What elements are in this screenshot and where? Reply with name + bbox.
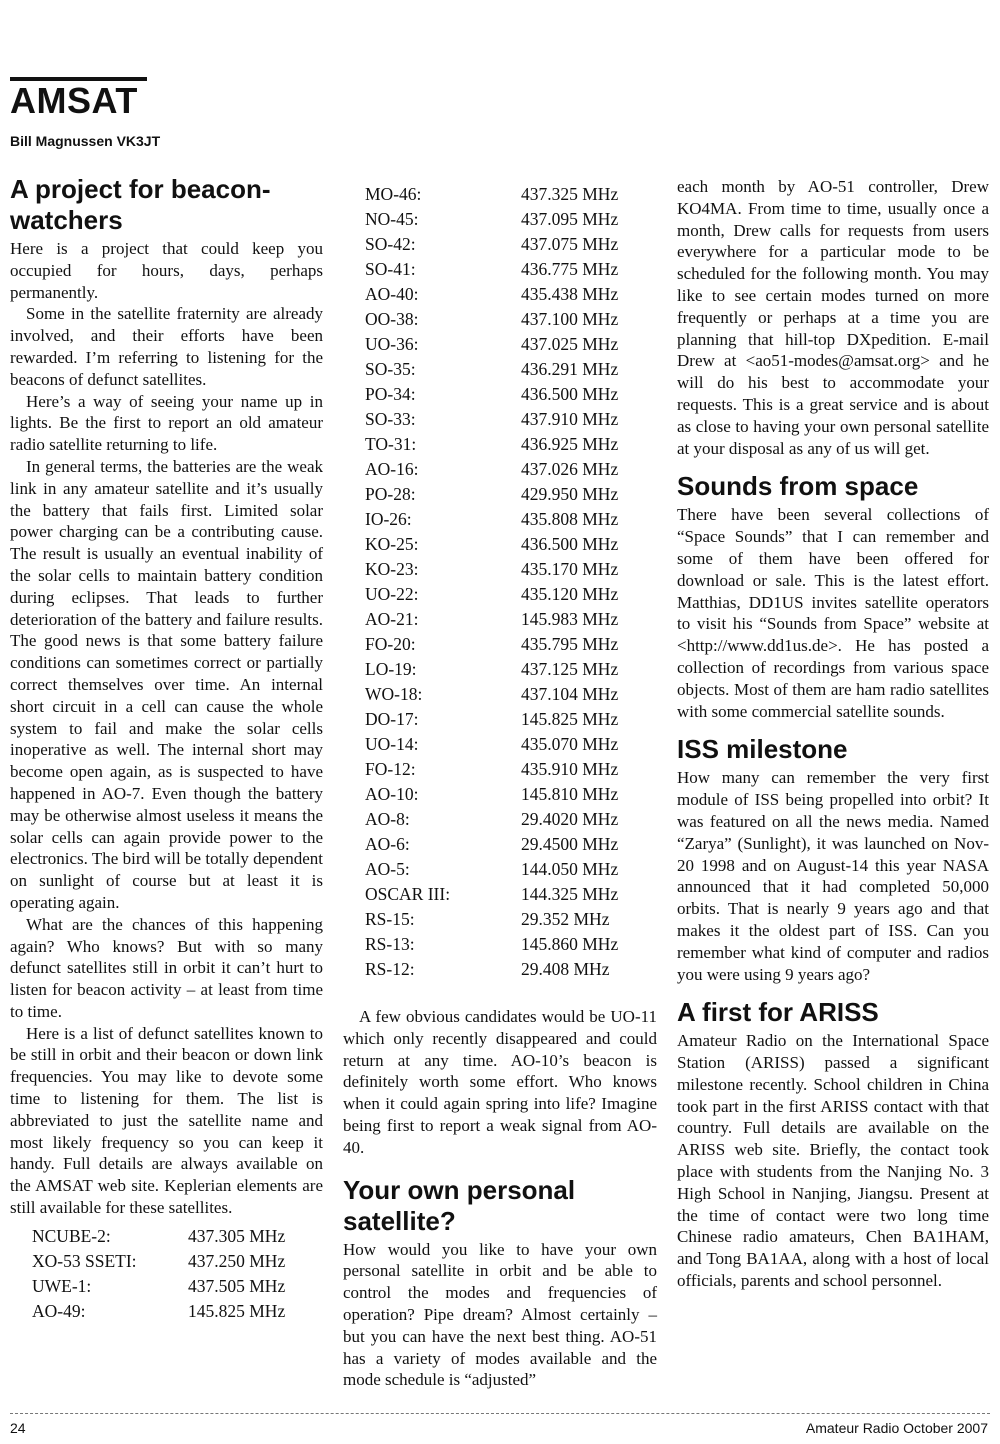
satellite-frequency: 436.291 MHz xyxy=(521,358,619,379)
satellite-name: AO-6: xyxy=(365,833,410,854)
satellite-row xyxy=(365,782,618,807)
satellite-row xyxy=(365,832,618,857)
satellite-frequency: 145.983 MHz xyxy=(521,608,619,629)
satellite-name: XO-53 SSETI: xyxy=(32,1251,137,1272)
satellite-frequency: 29.4500 MHz xyxy=(521,833,619,854)
satellite-row xyxy=(365,482,618,507)
author-byline: Bill Magnussen VK3JT xyxy=(10,133,161,149)
satellite-row xyxy=(365,682,618,707)
satellite-name: RS-13: xyxy=(365,933,415,954)
satellite-frequency: 437.505 MHz xyxy=(188,1276,286,1297)
satellite-frequency: 144.050 MHz xyxy=(521,858,619,879)
satellite-frequency: 435.120 MHz xyxy=(521,583,619,604)
satellite-row xyxy=(365,307,618,332)
personal-satellite-text: How would you like to have your own personal satellite in orbit and be able to control the modes and frequencies of operation? Pipe dream? Almost certainly – but you can have the next best thing. AO-51 has a variety of modes available and the mode schedule is “adjusted” xyxy=(343,1239,657,1390)
satellite-name: MO-46: xyxy=(365,183,422,204)
satellite-frequency: 437.100 MHz xyxy=(521,308,619,329)
column-1 xyxy=(10,174,323,1325)
satellite-row xyxy=(365,957,618,982)
satellite-name: WO-18: xyxy=(365,683,423,704)
satellite-row xyxy=(365,657,618,682)
satellite-name: UO-14: xyxy=(365,733,419,754)
satellite-name: SO-35: xyxy=(365,358,416,379)
satellite-name: AO-16: xyxy=(365,458,419,479)
satellite-name: AO-5: xyxy=(365,858,410,879)
satellite-name: PO-28: xyxy=(365,483,416,504)
satellite-frequency: 437.250 MHz xyxy=(188,1251,286,1272)
satellite-name: IO-26: xyxy=(365,508,412,529)
satellite-name: AO-21: xyxy=(365,608,419,629)
footer-rule xyxy=(10,1413,990,1414)
ariss-text: Amateur Radio on the International Space Station (ARISS) passed a significant milestone recently. School children in China took part in the first ARISS contact with that country. Full details are available on the ARISS web site. Briefly, the contact took place with students from the Nanjing No. 3 High School in Nanjing, Jiangsu. Present at the time of contact were two long time Chinese radio amateurs, Chen BA1HAM, and Tong BA1AA, along with a host of local officials, parents and school personnel. xyxy=(677,1031,989,1291)
satellite-row xyxy=(365,182,618,207)
satellite-row xyxy=(365,407,618,432)
satellite-frequency: 435.808 MHz xyxy=(521,508,619,529)
satellite-frequency: 437.325 MHz xyxy=(521,183,619,204)
satellite-name: SO-41: xyxy=(365,258,416,279)
satellite-frequency: 437.305 MHz xyxy=(188,1226,286,1247)
ariss-heading: A first for ARISS xyxy=(677,997,879,1028)
satellite-list-part-1 xyxy=(32,1225,285,1325)
satellite-row xyxy=(365,532,618,557)
satellite-frequency: 436.500 MHz xyxy=(521,383,619,404)
satellite-row xyxy=(365,232,618,257)
satellite-frequency: 435.170 MHz xyxy=(521,558,619,579)
satellite-name: PO-34: xyxy=(365,383,416,404)
satellite-list-part-2 xyxy=(365,182,618,982)
satellite-frequency: 437.125 MHz xyxy=(521,658,619,679)
satellite-name: NCUBE-2: xyxy=(32,1226,111,1247)
iss-milestone-heading: ISS milestone xyxy=(677,734,848,765)
satellite-name: OO-38: xyxy=(365,308,419,329)
satellite-row xyxy=(365,807,618,832)
satellite-row xyxy=(365,257,618,282)
satellite-name: AO-49: xyxy=(32,1301,86,1322)
article-paragraph: Here is a list of defunct satellites known to be still in orbit and their beacon or down link frequencies. You may like to devote some time to listening for them. The list is abbreviated to just the satellite name and most likely frequency so you can keep it handy. Full details are always available on the AMSAT web site. Keplerian elements are still available for these satellites. xyxy=(10,1023,323,1218)
satellite-row xyxy=(365,432,618,457)
satellite-name: SO-33: xyxy=(365,408,416,429)
satellite-frequency: 437.095 MHz xyxy=(521,208,619,229)
magazine-issue: Amateur Radio October 2007 xyxy=(805,1420,988,1436)
satellite-name: DO-17: xyxy=(365,708,419,729)
satellite-row xyxy=(32,1300,285,1325)
satellite-frequency: 436.925 MHz xyxy=(521,433,619,454)
satellite-name: UO-22: xyxy=(365,583,419,604)
satellite-row xyxy=(32,1250,285,1275)
satellite-name: FO-20: xyxy=(365,633,416,654)
satellite-name: FO-12: xyxy=(365,758,416,779)
iss-milestone-text: How many can remember the very first module of ISS being propelled into orbit? It was featured on all the news media. Named “Zarya” (Sunlight), it was launched on Nov-20 1998 and on August-14 this year NASA announced that it had completed 50,000 orbits. That is nearly 9 years ago and that makes it the oldest part of ISS. Can you remember what kind of computer and radios you were using 9 years ago? xyxy=(677,768,989,984)
satellite-row xyxy=(365,607,618,632)
satellite-frequency: 435.070 MHz xyxy=(521,733,619,754)
satellite-name: KO-23: xyxy=(365,558,419,579)
satellite-frequency: 429.950 MHz xyxy=(521,483,619,504)
satellite-name: UWE-1: xyxy=(32,1276,92,1297)
article-paragraph: Here is a project that could keep you occupied for hours, days, perhaps permanently. xyxy=(10,239,323,302)
satellite-row xyxy=(365,507,618,532)
column-3 xyxy=(677,176,989,1292)
satellite-frequency: 435.795 MHz xyxy=(521,633,619,654)
satellite-row xyxy=(365,707,618,732)
sounds-from-space-text: There have been several collections of “Space Sounds” that I can remember and some of them have been offered for download or sale. This is the latest effort. Matthias, DD1US invites satellite operators to visit his “Sounds from Space” website at <http://www.dd1us.de>. He has posted a collection of recordings from various space objects. Most of them are ham radio satellites with some commercial satellite sounds. xyxy=(677,505,989,721)
satellite-row xyxy=(365,857,618,882)
satellite-frequency: 436.500 MHz xyxy=(521,533,619,554)
satellite-name: KO-25: xyxy=(365,533,419,554)
article-title: A project for beacon-watchers xyxy=(10,174,271,235)
satellite-frequency: 145.860 MHz xyxy=(521,933,619,954)
satellite-row xyxy=(365,907,618,932)
satellite-row xyxy=(365,732,618,757)
article-paragraph: What are the chances of this happening again? Who knows? But with so many defunct satellites still in orbit it can’t hurt to listen for beacon activity – at least from time to time. xyxy=(10,914,323,1021)
satellite-frequency: 435.910 MHz xyxy=(521,758,619,779)
satellite-row xyxy=(365,757,618,782)
satellite-frequency: 435.438 MHz xyxy=(521,283,619,304)
satellite-frequency: 437.910 MHz xyxy=(521,408,619,429)
satellite-frequency: 29.4020 MHz xyxy=(521,808,619,829)
satellite-frequency: 437.026 MHz xyxy=(521,458,619,479)
column-2 xyxy=(343,182,657,1391)
sounds-from-space-heading: Sounds from space xyxy=(677,471,919,502)
satellite-frequency: 437.075 MHz xyxy=(521,233,619,254)
satellite-name: AO-8: xyxy=(365,808,410,829)
satellite-row xyxy=(365,882,618,907)
satellite-name: AO-10: xyxy=(365,783,419,804)
satellite-row xyxy=(365,282,618,307)
satellite-row xyxy=(365,932,618,957)
article-paragraph: In general terms, the batteries are the weak link in any amateur satellite and it’s usually the battery that fails first. Limited solar power charging can be a contributing cause. The result is usually an eventual inability of the solar cells to maintain battery condition during eclipses. That leads to further deterioration of the battery and failure results. The good news is that some battery failure conditions can sometimes correct or partially correct themselves over time. An internal short circuit in a cell can cause the whole system to fail and make the solar cells inoperative as well. The internal short may become open again, as is suspected to have happened in AO-7. Even though the battery may be otherwise almost useless it means the solar cells can again provide power to the electronics. The bird will be totally dependent on sunlight of course but at least it is operating again. xyxy=(10,456,323,912)
article-paragraph: Here’s a way of seeing your name up in lights. Be the first to report an old amateur radio satellite returning to life. xyxy=(10,391,323,455)
satellite-row xyxy=(32,1225,285,1250)
satellite-row xyxy=(365,357,618,382)
satellite-row xyxy=(365,632,618,657)
satellite-name: RS-15: xyxy=(365,908,415,929)
article-closing-paragraph: A few obvious candidates would be UO-11 which only recently disappeared and could return at any time. AO-10’s beacon is definitely worth some effort. Who knows when it could again spring into life? Imagine being first to report a weak signal from AO-40. xyxy=(343,1007,657,1157)
satellite-name: AO-40: xyxy=(365,283,419,304)
satellite-row xyxy=(365,207,618,232)
satellite-frequency: 144.325 MHz xyxy=(521,883,619,904)
section-title: AMSAT xyxy=(10,80,138,121)
satellite-row xyxy=(365,382,618,407)
satellite-name: OSCAR III: xyxy=(365,883,451,904)
satellite-name: RS-12: xyxy=(365,958,415,979)
satellite-frequency: 145.825 MHz xyxy=(521,708,619,729)
satellite-row xyxy=(365,582,618,607)
satellite-row xyxy=(365,557,618,582)
satellite-name: NO-45: xyxy=(365,208,419,229)
satellite-name: SO-42: xyxy=(365,233,416,254)
satellite-frequency: 436.775 MHz xyxy=(521,258,619,279)
satellite-name: LO-19: xyxy=(365,658,417,679)
satellite-frequency: 29.352 MHz xyxy=(521,908,610,929)
satellite-frequency: 145.825 MHz xyxy=(188,1301,286,1322)
satellite-row xyxy=(365,332,618,357)
satellite-frequency: 437.104 MHz xyxy=(521,683,619,704)
satellite-row xyxy=(32,1275,285,1300)
satellite-frequency: 145.810 MHz xyxy=(521,783,619,804)
satellite-frequency: 437.025 MHz xyxy=(521,333,619,354)
article-paragraph: Some in the satellite fraternity are already involved, and their efforts have been rewarded. I’m referring to listening for the beacons of defunct satellites. xyxy=(10,304,323,389)
satellite-name: TO-31: xyxy=(365,433,417,454)
personal-satellite-heading: Your own personal satellite? xyxy=(343,1174,576,1236)
satellite-frequency: 29.408 MHz xyxy=(521,958,610,979)
satellite-name: UO-36: xyxy=(365,333,419,354)
page-number: 24 xyxy=(10,1420,26,1436)
personal-satellite-text-continued: each month by AO-51 controller, Drew KO4MA. From time to time, usually once a month, Drew calls for requests from users everywhere for a particular mode to be scheduled for the following month. You may like to see certain modes turned on more frequently or perhaps at a time you are planning that hill-top DXpedition. E-mail Drew at <ao51-modes@amsat.org> and he will do his best to accommodate your requests. This is a great service and is about as close to having your own personal satellite at your disposal as any of us will get. xyxy=(677,177,989,458)
satellite-row xyxy=(365,457,618,482)
